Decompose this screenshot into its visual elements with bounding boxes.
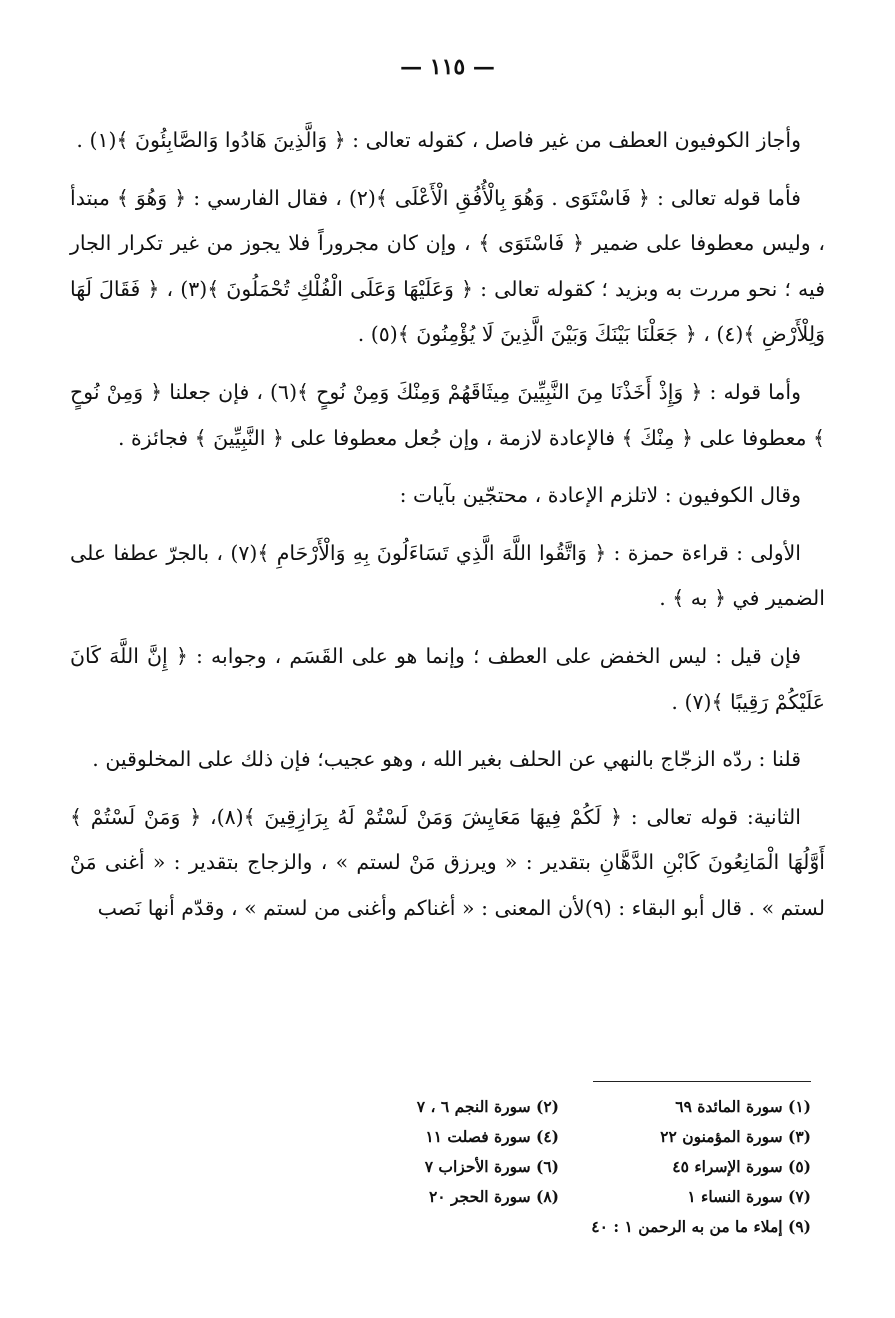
- main-text: [70, 118, 825, 932]
- footnote: (١) سورة المائدة ٦٩: [675, 1097, 811, 1116]
- paragraph: الأولى : قراءة حمزة : ﴿ وَاتَّقُوا اللَّهَ الَّذِي تَسَاءَلُونَ بِهِ وَالْأَرْحَامِ ﴾(٧) ، بالجرّ عطفا على الضمير في ﴿ به ﴾ .: [70, 540, 825, 611]
- footnote: (٦) سورة الأحزاب ٧: [424, 1157, 559, 1176]
- paragraph: قلنا : ردّه الزجّاج بالنهي عن الحلف بغير الله ، وهو عجيب؛ فإن ذلك على المخلوقين .: [92, 747, 801, 772]
- footnote: (٣) سورة المؤمنون ٢٢: [660, 1127, 811, 1146]
- page-number: — ١١٥ —: [400, 54, 495, 80]
- paragraph: فأما قوله تعالى : ﴿ فَاسْتَوَى . وَهُوَ بِالْأُفُقِ الْأَعْلَى ﴾(٢) ، فقال الفارسي : ﴿ وَهُوَ ﴾ مبتدأ ، وليس معطوفا على ضمير ﴿ فَاسْتَوَى ﴾ ، وإن كان مجروراً فلا يجوز من غير تكرار الجار فيه ؛ نحو مررت به وبزيد ؛ كقوله تعالى : ﴿ وَعَلَيْهَا وَعَلَى الْفُلْكِ تُحْمَلُونَ ﴾(٣) ، ﴿ فَقَالَ لَهَا وَلِلْأَرْضِ ﴾(٤) ، ﴿ جَعَلْنَا بَيْنَكَ وَبَيْنَ الَّذِينَ لَا يُؤْمِنُونَ ﴾(٥) .: [70, 185, 825, 347]
- paragraph: وأما قوله : ﴿ وَإِذْ أَخَذْنَا مِنَ النَّبِيِّينَ مِيثَاقَهُمْ وَمِنْكَ وَمِنْ نُوحٍ ﴾(٦) ، فإن جعلنا ﴿ وَمِنْ نُوحٍ ﴾ معطوفا على ﴿ مِنْكَ ﴾ فالإعادة لازمة ، وإن جُعل معطوفا على ﴿ النَّبِيِّينَ ﴾ فجائزة .: [70, 379, 825, 450]
- paragraph: فإن قيل : ليس الخفض على العطف ؛ وإنما هو على القَسَم ، وجوابه : ﴿ إِنَّ اللَّهَ كَانَ عَلَيْكُمْ رَقِيبًا ﴾(٧) .: [70, 643, 825, 714]
- footnotes: [80, 1092, 811, 1242]
- paragraph: الثانية: قوله تعالى : ﴿ لَكُمْ فِيهَا مَعَايِشَ وَمَنْ لَسْتُمْ لَهُ بِرَازِقِينَ ﴾(٨)، ﴿ وَمَنْ لَسْتُمْ ﴾ أَوَّلُهَا الْمَانِعُونَ كَابْنِ الدَّهَّانِ بتقدير : « ويرزق مَنْ لستم » ، والزجاج بتقدير : « أغنى مَنْ لستم » . قال أبو البقاء : (٩)لأن المعنى : « أغناكم وأغنى من لستم » ، وقدّم أنها نَصب: [70, 804, 825, 920]
- footnote: (٧) سورة النساء ١: [687, 1187, 811, 1206]
- footnote-divider: [593, 1081, 811, 1082]
- footnote-grid: [80, 1092, 811, 1212]
- footnote: (٥) سورة الإسراء ٤٥: [672, 1157, 811, 1176]
- footnote: (٢) سورة النجم ٦ ، ٧: [416, 1097, 559, 1116]
- footnote: (٤) سورة فصلت ١١: [425, 1127, 559, 1146]
- footnote: (٩) إملاء ما من به الرحمن ١ : ٤٠: [591, 1217, 811, 1236]
- paragraph: وأجاز الكوفيون العطف من غير فاصل ، كقوله تعالى : ﴿ وَالَّذِينَ هَادُوا وَالصَّابِئُونَ ﴾(١) .: [76, 128, 801, 152]
- footnote: (٨) سورة الحجر ٢٠: [428, 1187, 559, 1206]
- paragraph: وقال الكوفيون : لاتلزم الإعادة ، محتجّين بآيات :: [399, 483, 801, 508]
